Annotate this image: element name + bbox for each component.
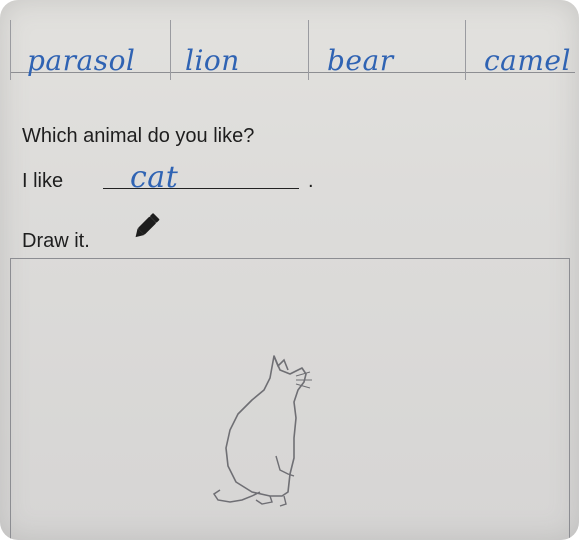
answer-period: . <box>308 170 314 192</box>
word-bear: bear <box>327 44 394 77</box>
answer-value: cat <box>130 160 179 195</box>
word-cell-3 <box>308 20 466 80</box>
word-camel: camel <box>484 44 571 77</box>
word-cell-2 <box>170 20 309 80</box>
word-cell-1 <box>10 20 171 80</box>
draw-prompt: Draw it. <box>22 230 90 252</box>
pencil-icon <box>128 208 166 246</box>
word-lion: lion <box>185 44 240 77</box>
answer-prefix: I like <box>22 170 64 192</box>
word-cell-4 <box>465 20 576 80</box>
question-text: Which animal do you like? <box>22 125 255 147</box>
cat-drawing <box>212 346 322 510</box>
word-parasol: parasol <box>27 44 136 77</box>
